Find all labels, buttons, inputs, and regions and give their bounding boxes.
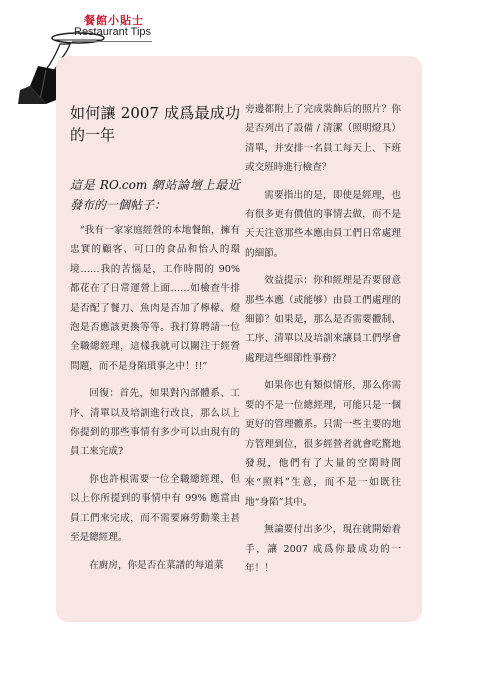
paragraph-management-system: 如果你也有類似情形，那么你需要的不是一位總經理，可能只是一個更好的管理體系。只需一些主要的地方管理到位，很多經營者就會吃驚地發現，他們有了大量的空閑時間來“照料”生意，而不是一如既往地“身陷”其中。 xyxy=(245,380,401,508)
paragraph-kitchen-continued: 旁邊都附上了完成裝飾后的照片？你是否列出了設備 / 清潔（照明燈具）清單，并安排一名員工每天上、下班或交班時進行檢查？ xyxy=(245,104,401,174)
logo-chinese: 餐館小貼士 xyxy=(84,14,144,27)
article-left-column xyxy=(70,102,240,583)
article-right-column xyxy=(245,100,401,586)
paragraph-manager-note: 你也許根需要一位全職總經理，但以上你所提到的事情中有 99% 應當由員工們來完成，而不需要麻勞動業主甚至是總經理。 xyxy=(70,473,240,544)
paragraph-details: 需要指出的是，即使是經理，也有很多更有價值的事情去做，而不是天天注意那些本應由員工們日常處理的細節。 xyxy=(245,189,401,259)
logo-english: Restaurant Tips xyxy=(74,26,152,38)
paragraph-conclusion: 無論要付出多少，現在就開始着手，讓 2007 成爲你最成功的一年！！ xyxy=(245,524,401,574)
paragraph-reply: 回復：首先，如果對內部體系、工序、清單以及培訓進行改良，那么以上你提到的那些事情有多少可以由現有的員工來完成? xyxy=(70,388,240,458)
article-title: 如何讓 2007 成爲最成功的一年 xyxy=(70,104,240,144)
article-subtitle: 這是 RO.com 網站論壇上最近發布的一個帖子： xyxy=(70,178,240,212)
logo-underline xyxy=(72,41,152,42)
paragraph-kitchen: 在廚房，你是否在菜譜的每道菜 xyxy=(89,559,224,571)
paragraph-benefit-tip: 效益提示：你和經理是否要留意那些本應（或能够）由員工們處理的細節？如果是，那么是否需要體制、工序、清單以及培訓來讓員工們學會處理這些細節性事務？ xyxy=(245,275,401,364)
paragraph-forum-post: “我有一家家庭經營的本地餐館，擁有忠實的顧客、可口的食品和怡人的環境……我的苦惱是，工作時間的 90% 都花在了日常運營上面……如檢查牛排是否配了餐刀、魚肉是否加了檸檬、燈泡是否應該更換等等。我打算聘請一位全職總經理，這樣我就可以關注于經營問題，而不是身陷瑣事之中！!!” xyxy=(70,225,240,372)
